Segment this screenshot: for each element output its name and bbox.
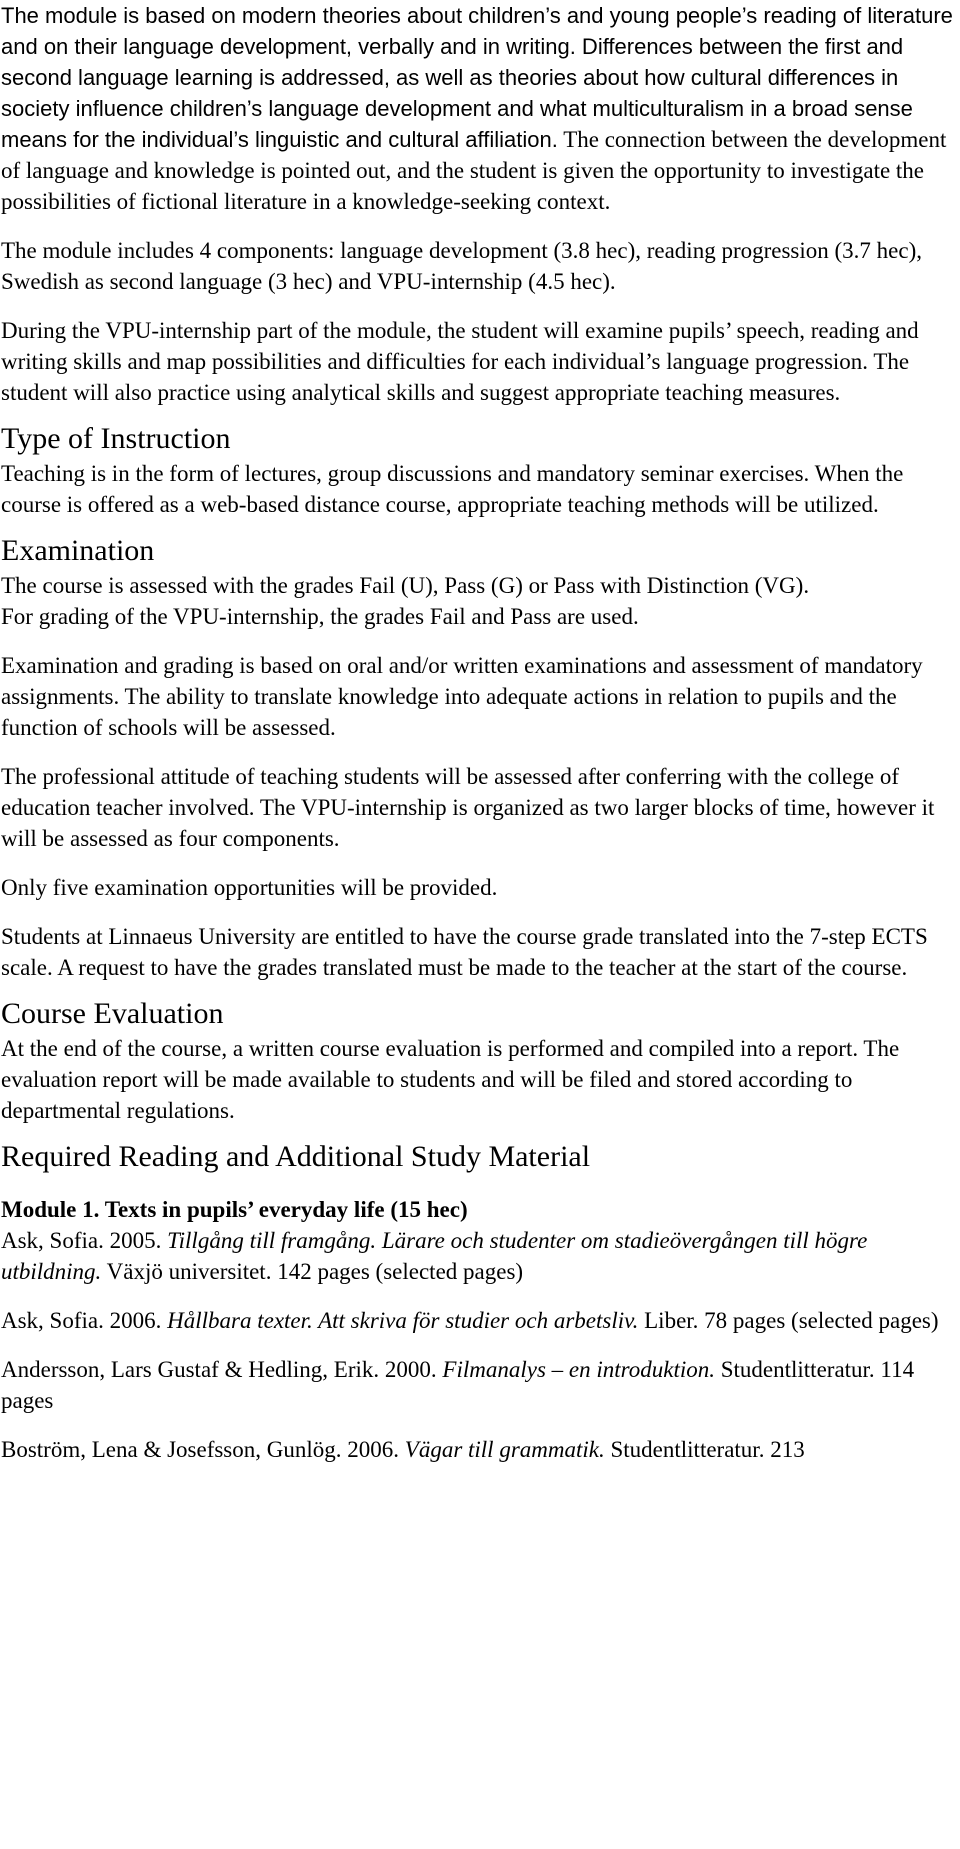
examination-p1: The course is assessed with the grades Fail (U), Pass (G) or Pass with Distinction (VG). — [1, 573, 810, 598]
examination-p2: For grading of the VPU-internship, the grades Fail and Pass are used. — [1, 604, 639, 629]
reference-author: Ask, Sofia. 2006. — [1, 1308, 168, 1333]
module-1-title: Module 1. Texts in pupils’ everyday life (15 hec) — [1, 1197, 468, 1222]
intro-paragraph-2: The module includes 4 components: language development (3.8 hec), reading progression (3.7 hec), Swedish as second language (3 hec) and VPU-internship (4.5 hec). — [1, 238, 922, 294]
reference-publisher: Studentlitteratur. 114 pages — [1, 1357, 915, 1413]
instruction-heading: Type of Instruction — [1, 422, 231, 455]
reference-author: Ask, Sofia. 2005. — [1, 1228, 168, 1253]
examination-p4: The professional attitude of teaching students will be assessed after conferring with the college of education teacher involved. The VPU-internship is organized as two larger blocks of time, however it will be assessed as four components. — [1, 764, 935, 851]
reference-publisher: Liber. 78 pages (selected pages) — [638, 1308, 939, 1333]
reference-author: Boström, Lena & Josefsson, Gunlög. 2006. — [1, 1437, 405, 1462]
examination-p3: Examination and grading is based on oral and/or written examinations and assessment of mandatory assignments. The ability to translate knowledge into adequate actions in relation to pupils and the function of schools will be assessed. — [1, 653, 923, 740]
reference-item — [1, 1305, 959, 1336]
examination-heading: Examination — [1, 534, 155, 567]
reference-title: Hållbara texter. Att skriva för studier och arbetsliv. — [167, 1308, 639, 1333]
reference-item — [1, 1225, 959, 1287]
intro-paragraph-3: During the VPU-internship part of the module, the student will examine pupils’ speech, reading and writing skills and map possibilities and difficulties for each individual’s language progression. The student will also practice using analytical skills and suggest appropriate teaching measures. — [1, 318, 919, 405]
reference-title: Tillgång till framgång. Lärare och studenter om stadieövergången till högre utbildning. — [1, 1228, 868, 1284]
reference-author: Andersson, Lars Gustaf & Hedling, Erik. 2000. — [1, 1357, 443, 1382]
evaluation-text: At the end of the course, a written course evaluation is performed and compiled into a report. The evaluation report will be made available to students and will be filed and stored according to departmental regulations. — [1, 1036, 900, 1123]
reference-publisher: Studentlitteratur. 213 — [604, 1437, 805, 1462]
reference-title: Vägar till grammatik. — [404, 1437, 605, 1462]
examination-p5: Only five examination opportunities will be provided. — [1, 875, 498, 900]
reference-item — [1, 1354, 959, 1416]
examination-p6: Students at Linnaeus University are entitled to have the course grade translated into the 7-step ECTS scale. A request to have the grades translated must be made to the teacher at the start of the course. — [1, 924, 928, 980]
instruction-text: Teaching is in the form of lectures, group discussions and mandatory seminar exercises. When the course is offered as a web-based distance course, appropriate teaching methods will be utilized. — [1, 461, 904, 517]
reference-publisher: Växjö universitet. 142 pages (selected pages) — [101, 1259, 524, 1284]
intro-paragraph-1-tail: The connection between the development of language and knowledge is pointed out, and the student is given the opportunity to investigate the possibilities of fictional literature in a knowledge-seeking context. — [1, 127, 947, 214]
reference-title: Filmanalys – en introduktion. — [442, 1357, 715, 1382]
intro-paragraph-1 — [1, 0, 959, 217]
intro-paragraph-1-sans: The module is based on modern theories about children’s and young people’s reading of literature and on their language development, verbally and in writing. Differences between the first and second language learning is addressed, as well as theories about how cultural differences in society influence children’s language development and what multiculturalism in a broad sense means for the individual’s linguistic and cultural affiliation. — [1, 3, 953, 152]
reading-heading: Required Reading and Additional Study Material — [1, 1140, 591, 1173]
evaluation-heading: Course Evaluation — [1, 997, 224, 1030]
reference-item — [1, 1434, 959, 1465]
